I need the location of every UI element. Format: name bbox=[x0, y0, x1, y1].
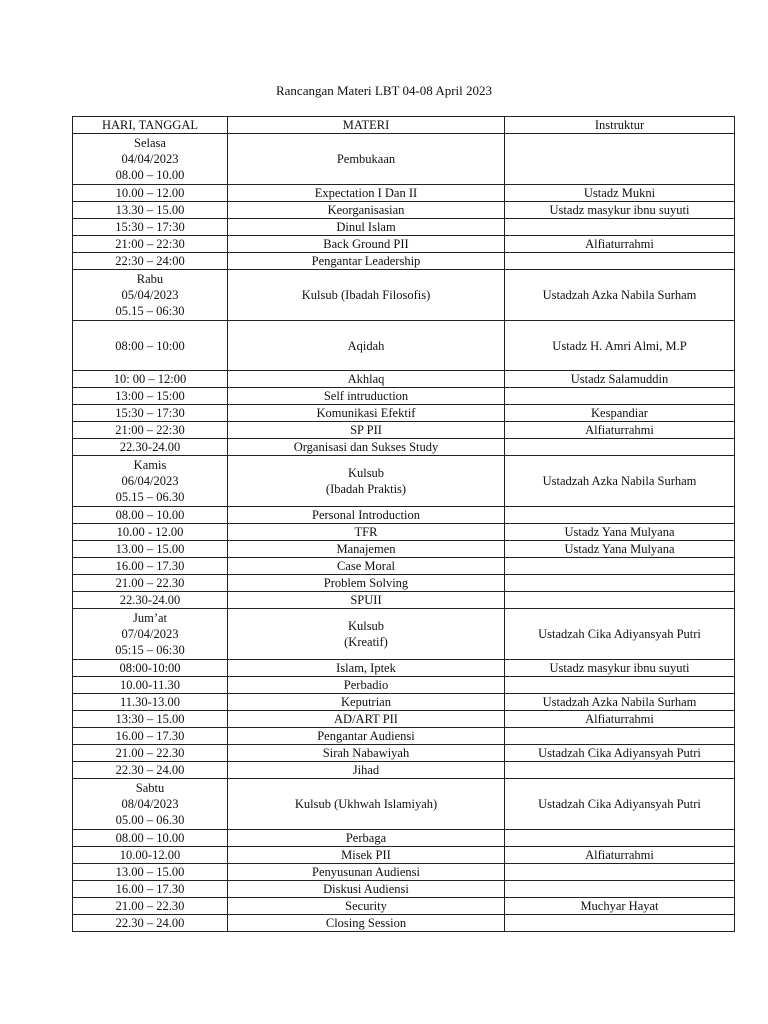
cell-hari-tanggal-line: 16.00 – 17.30 bbox=[115, 729, 185, 743]
cell-instruktur bbox=[505, 728, 735, 745]
cell-materi-line: Kulsub bbox=[347, 466, 385, 480]
table-row bbox=[73, 762, 735, 779]
cell-hari-tanggal bbox=[73, 677, 228, 694]
cell-instruktur bbox=[505, 881, 735, 898]
cell-hari-tanggal-line: 13:30 – 15.00 bbox=[115, 712, 185, 726]
cell-materi-line: SP PII bbox=[350, 423, 382, 437]
cell-instruktur: Ustadzah Azka Nabila Surham bbox=[505, 456, 735, 507]
cell-hari-tanggal bbox=[73, 864, 228, 881]
cell-hari-tanggal-line: 16.00 – 17.30 bbox=[115, 559, 185, 573]
cell-materi-line: Jihad bbox=[352, 763, 380, 777]
cell-hari-tanggal-line: 22.30 – 24.00 bbox=[115, 763, 185, 777]
cell-hari-tanggal bbox=[73, 388, 228, 405]
cell-hari-tanggal bbox=[73, 745, 228, 762]
cell-hari-tanggal-line: 22.30-24.00 bbox=[119, 440, 181, 454]
cell-materi-line: Akhlaq bbox=[347, 372, 385, 386]
table-row bbox=[73, 915, 735, 932]
cell-hari-tanggal-line: 10.00-11.30 bbox=[120, 678, 180, 692]
cell-materi bbox=[228, 830, 505, 847]
cell-hari-tanggal-line: 15:30 – 17:30 bbox=[115, 406, 185, 420]
cell-instruktur bbox=[505, 830, 735, 847]
cell-instruktur bbox=[505, 439, 735, 456]
cell-hari-tanggal-line: 11.30-13.00 bbox=[120, 695, 180, 709]
cell-materi-line: Sirah Nabawiyah bbox=[322, 746, 410, 760]
cell-instruktur bbox=[505, 134, 735, 185]
table-row bbox=[73, 694, 735, 711]
cell-materi-line: AD/ART PII bbox=[334, 712, 398, 726]
cell-hari-tanggal-line: 05:15 – 06:30 bbox=[115, 643, 185, 657]
cell-materi-line: SPUII bbox=[350, 593, 382, 607]
cell-instruktur: Ustadzah Cika Adiyansyah Putri bbox=[505, 745, 735, 762]
table-row bbox=[73, 439, 735, 456]
cell-hari-tanggal bbox=[73, 541, 228, 558]
cell-materi-line: Pengantar Leadership bbox=[311, 254, 421, 268]
table-row bbox=[73, 660, 735, 677]
cell-hari-tanggal bbox=[73, 711, 228, 728]
table-row bbox=[73, 405, 735, 422]
table-row bbox=[73, 321, 735, 371]
cell-hari-tanggal-line: 21:00 – 22:30 bbox=[115, 237, 185, 251]
cell-hari-tanggal bbox=[73, 236, 228, 253]
cell-hari-tanggal bbox=[73, 134, 228, 185]
table-row bbox=[73, 847, 735, 864]
cell-materi-line: Keorganisasian bbox=[327, 203, 405, 217]
cell-hari-tanggal bbox=[73, 558, 228, 575]
header-instruktur: Instruktur bbox=[505, 117, 735, 134]
cell-materi-line: Pengantar Audiensi bbox=[317, 729, 415, 743]
cell-hari-tanggal-line: Selasa bbox=[134, 136, 166, 150]
table-row bbox=[73, 779, 735, 830]
table-row bbox=[73, 219, 735, 236]
cell-hari-tanggal bbox=[73, 456, 228, 507]
table-row bbox=[73, 202, 735, 219]
cell-hari-tanggal-line: 08.00 – 10.00 bbox=[115, 168, 185, 182]
cell-instruktur: Ustadz Yana Mulyana bbox=[505, 541, 735, 558]
cell-hari-tanggal-line: 22.30-24.00 bbox=[119, 593, 181, 607]
table-row bbox=[73, 881, 735, 898]
cell-materi-line: Organisasi dan Sukses Study bbox=[293, 440, 439, 454]
cell-hari-tanggal bbox=[73, 219, 228, 236]
cell-materi-line: Self intruduction bbox=[323, 389, 409, 403]
cell-materi bbox=[228, 745, 505, 762]
cell-instruktur: Alfiaturrahmi bbox=[505, 422, 735, 439]
cell-hari-tanggal-line: Kamis bbox=[133, 458, 167, 472]
cell-materi-line: Perbaga bbox=[345, 831, 387, 845]
cell-hari-tanggal bbox=[73, 575, 228, 592]
cell-instruktur: Ustadzah Cika Adiyansyah Putri bbox=[505, 609, 735, 660]
table-body bbox=[73, 134, 735, 932]
cell-instruktur bbox=[505, 762, 735, 779]
header-materi: MATERI bbox=[228, 117, 505, 134]
cell-materi-line: Back Ground PII bbox=[323, 237, 409, 251]
table-row bbox=[73, 728, 735, 745]
cell-hari-tanggal-line: 13:00 – 15:00 bbox=[115, 389, 185, 403]
cell-hari-tanggal-line: 08/04/2023 bbox=[121, 797, 179, 811]
cell-hari-tanggal bbox=[73, 185, 228, 202]
cell-hari-tanggal-line: 21.00 – 22.30 bbox=[115, 899, 185, 913]
cell-hari-tanggal bbox=[73, 694, 228, 711]
cell-materi bbox=[228, 439, 505, 456]
cell-instruktur bbox=[505, 507, 735, 524]
cell-instruktur: Alfiaturrahmi bbox=[505, 711, 735, 728]
cell-hari-tanggal bbox=[73, 847, 228, 864]
cell-materi-line: Pembukaan bbox=[336, 152, 396, 166]
cell-materi-line: Komunikasi Efektif bbox=[316, 406, 416, 420]
cell-materi-line: Misek PII bbox=[341, 848, 391, 862]
cell-materi bbox=[228, 202, 505, 219]
cell-materi bbox=[228, 575, 505, 592]
cell-hari-tanggal bbox=[73, 660, 228, 677]
cell-materi-line: (Ibadah Praktis) bbox=[325, 482, 407, 496]
cell-materi bbox=[228, 456, 505, 507]
table-row bbox=[73, 422, 735, 439]
cell-hari-tanggal-line: 05.00 – 06.30 bbox=[115, 813, 185, 827]
cell-materi bbox=[228, 762, 505, 779]
table-row bbox=[73, 388, 735, 405]
cell-instruktur bbox=[505, 219, 735, 236]
cell-hari-tanggal-line: 05/04/2023 bbox=[121, 288, 179, 302]
cell-hari-tanggal-line: 13.30 – 15.00 bbox=[115, 203, 185, 217]
cell-instruktur: Ustadzah Cika Adiyansyah Putri bbox=[505, 779, 735, 830]
cell-hari-tanggal bbox=[73, 592, 228, 609]
cell-materi-line: Keputrian bbox=[341, 695, 391, 709]
cell-hari-tanggal-line: 10.00 - 12.00 bbox=[116, 525, 184, 539]
cell-hari-tanggal bbox=[73, 439, 228, 456]
table-row bbox=[73, 677, 735, 694]
table-row bbox=[73, 592, 735, 609]
cell-materi bbox=[228, 558, 505, 575]
cell-hari-tanggal-line: 07/04/2023 bbox=[121, 627, 179, 641]
table-row bbox=[73, 524, 735, 541]
table-row bbox=[73, 185, 735, 202]
cell-materi bbox=[228, 898, 505, 915]
cell-materi bbox=[228, 507, 505, 524]
cell-hari-tanggal bbox=[73, 728, 228, 745]
cell-hari-tanggal bbox=[73, 507, 228, 524]
cell-hari-tanggal bbox=[73, 609, 228, 660]
table-header-row bbox=[73, 117, 735, 134]
table-row bbox=[73, 864, 735, 881]
table-row bbox=[73, 507, 735, 524]
cell-materi bbox=[228, 185, 505, 202]
table-row bbox=[73, 134, 735, 185]
cell-hari-tanggal-line: 08:00 – 10:00 bbox=[115, 338, 185, 353]
cell-materi bbox=[228, 847, 505, 864]
cell-hari-tanggal bbox=[73, 762, 228, 779]
cell-materi-line: (Kreatif) bbox=[344, 635, 388, 649]
cell-hari-tanggal-line: 22.30 – 24.00 bbox=[115, 916, 185, 930]
cell-materi bbox=[228, 405, 505, 422]
cell-instruktur: Ustadz masykur ibnu suyuti bbox=[505, 202, 735, 219]
cell-instruktur: Alfiaturrahmi bbox=[505, 847, 735, 864]
cell-instruktur bbox=[505, 388, 735, 405]
cell-hari-tanggal bbox=[73, 524, 228, 541]
cell-materi-line: Personal Introduction bbox=[312, 508, 420, 522]
table-row bbox=[73, 558, 735, 575]
table-row bbox=[73, 830, 735, 847]
cell-materi bbox=[228, 270, 505, 321]
cell-instruktur: Ustadzah Azka Nabila Surham bbox=[505, 694, 735, 711]
cell-hari-tanggal bbox=[73, 371, 228, 388]
cell-hari-tanggal-line: 10.00 – 12.00 bbox=[115, 186, 185, 200]
cell-instruktur: Ustadz Salamuddin bbox=[505, 371, 735, 388]
table-row bbox=[73, 575, 735, 592]
table-row bbox=[73, 253, 735, 270]
cell-instruktur: Muchyar Hayat bbox=[505, 898, 735, 915]
cell-hari-tanggal bbox=[73, 779, 228, 830]
cell-hari-tanggal bbox=[73, 405, 228, 422]
table-row bbox=[73, 541, 735, 558]
cell-materi bbox=[228, 422, 505, 439]
cell-instruktur: Alfiaturrahmi bbox=[505, 236, 735, 253]
cell-materi bbox=[228, 388, 505, 405]
cell-materi bbox=[228, 728, 505, 745]
cell-materi-line: Manajemen bbox=[336, 542, 396, 556]
cell-hari-tanggal bbox=[73, 881, 228, 898]
cell-materi-line: Problem Solving bbox=[323, 576, 409, 590]
cell-materi-line: Perbadio bbox=[343, 678, 389, 692]
cell-hari-tanggal-line: 15:30 – 17:30 bbox=[115, 220, 185, 234]
table-row bbox=[73, 711, 735, 728]
cell-materi bbox=[228, 253, 505, 270]
cell-hari-tanggal-line: 21:00 – 22:30 bbox=[115, 423, 185, 437]
cell-materi-line: Penyusunan Audiensi bbox=[312, 865, 420, 879]
cell-hari-tanggal-line: Jum’at bbox=[132, 611, 168, 625]
cell-instruktur: Ustadz Mukni bbox=[505, 185, 735, 202]
cell-hari-tanggal bbox=[73, 253, 228, 270]
cell-materi bbox=[228, 609, 505, 660]
cell-materi-line: Kulsub (Ibadah Filosofis) bbox=[301, 288, 431, 302]
cell-hari-tanggal-line: 08:00-10:00 bbox=[119, 661, 181, 675]
header-hari-tanggal: HARI, TANGGAL bbox=[73, 117, 228, 134]
table-row bbox=[73, 609, 735, 660]
cell-materi bbox=[228, 134, 505, 185]
cell-materi-line: Closing Session bbox=[325, 916, 407, 930]
cell-materi bbox=[228, 779, 505, 830]
cell-materi bbox=[228, 881, 505, 898]
cell-materi bbox=[228, 677, 505, 694]
table-row bbox=[73, 898, 735, 915]
cell-materi bbox=[228, 592, 505, 609]
table-row bbox=[73, 270, 735, 321]
cell-hari-tanggal bbox=[73, 830, 228, 847]
cell-materi bbox=[228, 524, 505, 541]
cell-hari-tanggal bbox=[73, 422, 228, 439]
cell-hari-tanggal-line: 10: 00 – 12:00 bbox=[113, 372, 187, 386]
cell-hari-tanggal bbox=[73, 321, 228, 371]
cell-hari-tanggal-line: 13.00 – 15.00 bbox=[115, 542, 185, 556]
cell-materi bbox=[228, 219, 505, 236]
cell-hari-tanggal-line: 13.00 – 15.00 bbox=[115, 865, 185, 879]
document-title: Rancangan Materi LBT 04-08 April 2023 bbox=[275, 83, 493, 98]
cell-materi bbox=[228, 694, 505, 711]
cell-instruktur bbox=[505, 677, 735, 694]
cell-hari-tanggal bbox=[73, 898, 228, 915]
cell-hari-tanggal-line: 04/04/2023 bbox=[121, 152, 179, 166]
cell-hari-tanggal bbox=[73, 270, 228, 321]
cell-materi bbox=[228, 915, 505, 932]
cell-materi bbox=[228, 321, 505, 371]
cell-instruktur bbox=[505, 575, 735, 592]
cell-instruktur: Ustadzah Azka Nabila Surham bbox=[505, 270, 735, 321]
cell-instruktur bbox=[505, 864, 735, 881]
cell-instruktur bbox=[505, 592, 735, 609]
cell-materi bbox=[228, 371, 505, 388]
table-row bbox=[73, 371, 735, 388]
cell-hari-tanggal-line: 16.00 – 17.30 bbox=[115, 882, 185, 896]
cell-materi-line: Kulsub bbox=[347, 619, 385, 633]
cell-hari-tanggal-line: 06/04/2023 bbox=[121, 474, 179, 488]
cell-hari-tanggal-line: Rabu bbox=[136, 272, 164, 286]
table-row bbox=[73, 745, 735, 762]
cell-hari-tanggal-line: 08.00 – 10.00 bbox=[115, 508, 185, 522]
cell-hari-tanggal-line: 21.00 – 22.30 bbox=[115, 746, 185, 760]
schedule-table bbox=[72, 116, 735, 932]
cell-instruktur: Ustadz Yana Mulyana bbox=[505, 524, 735, 541]
cell-instruktur: Ustadz masykur ibnu suyuti bbox=[505, 660, 735, 677]
cell-hari-tanggal bbox=[73, 202, 228, 219]
cell-materi-line: Case Moral bbox=[337, 559, 395, 573]
cell-hari-tanggal-line: 05.15 – 06.30 bbox=[115, 490, 185, 504]
cell-materi bbox=[228, 660, 505, 677]
cell-hari-tanggal-line: Sabtu bbox=[135, 781, 165, 795]
cell-materi bbox=[228, 711, 505, 728]
cell-materi bbox=[228, 236, 505, 253]
cell-hari-tanggal-line: 22:30 – 24:00 bbox=[115, 254, 185, 268]
cell-materi-line: Dinul Islam bbox=[336, 220, 396, 234]
table-row bbox=[73, 456, 735, 507]
cell-materi-line: Kulsub (Ukhwah Islamiyah) bbox=[294, 797, 438, 811]
cell-materi-line: Diskusi Audiensi bbox=[323, 882, 409, 896]
cell-materi-line: Expectation I Dan II bbox=[314, 186, 418, 200]
cell-materi-line: Security bbox=[345, 899, 387, 913]
cell-instruktur: Ustadz H. Amri Almi, M.P bbox=[505, 321, 735, 371]
cell-hari-tanggal-line: 10.00-12.00 bbox=[119, 848, 181, 862]
cell-hari-tanggal-line: 08.00 – 10.00 bbox=[115, 831, 185, 845]
cell-materi bbox=[228, 864, 505, 881]
cell-materi-line: Aqidah bbox=[347, 338, 385, 353]
cell-materi-line: TFR bbox=[354, 525, 378, 539]
cell-hari-tanggal bbox=[73, 915, 228, 932]
cell-instruktur bbox=[505, 915, 735, 932]
table-row bbox=[73, 236, 735, 253]
cell-materi-line: Islam, Iptek bbox=[336, 661, 396, 675]
cell-hari-tanggal-line: 21.00 – 22.30 bbox=[115, 576, 185, 590]
cell-hari-tanggal-line: 05.15 – 06:30 bbox=[115, 304, 185, 318]
cell-instruktur bbox=[505, 253, 735, 270]
cell-instruktur bbox=[505, 558, 735, 575]
cell-materi bbox=[228, 541, 505, 558]
cell-instruktur: Kespandiar bbox=[505, 405, 735, 422]
